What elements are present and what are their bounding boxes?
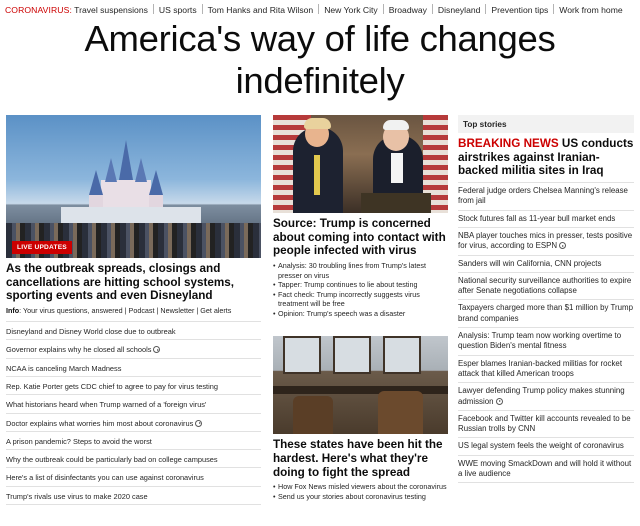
top-story-text: Sanders will win California, CNN projects bbox=[458, 258, 602, 268]
nav-link-travel[interactable]: Travel suspensions bbox=[74, 5, 148, 15]
story-title-states[interactable]: These states have been hit the hardest. Here's what they're doing to fight the spread bbox=[273, 438, 443, 479]
play-icon bbox=[559, 242, 566, 249]
window bbox=[383, 336, 421, 374]
list-item[interactable] bbox=[6, 340, 261, 358]
list-item[interactable] bbox=[6, 432, 261, 450]
necktie bbox=[314, 155, 320, 195]
top-stories-header: Top stories bbox=[458, 115, 634, 133]
list-item[interactable] bbox=[6, 414, 261, 432]
chair bbox=[293, 396, 333, 434]
story-bullets bbox=[273, 482, 448, 501]
nav-link-work-from-home[interactable]: Work from home bbox=[559, 5, 623, 15]
info-links: Info: Your virus questions, answered | Podcast | Newsletter | Get alerts bbox=[6, 306, 232, 316]
story-bullets bbox=[273, 261, 448, 318]
top-story-item[interactable] bbox=[458, 228, 634, 256]
top-story-text: Facebook and Twitter kill accounts revealed to be Russian trolls by CNN bbox=[458, 413, 631, 434]
list-item[interactable] bbox=[6, 395, 261, 413]
list-item-text: A prison pandemic? Steps to avoid the worst bbox=[6, 436, 152, 446]
press-briefing-photo[interactable] bbox=[273, 115, 448, 213]
empty-restaurant-photo[interactable] bbox=[273, 336, 448, 434]
lead-story-title[interactable]: As the outbreak spreads, closings and cancellations are hitting school systems, sporting events and even Disneyland bbox=[6, 262, 234, 303]
bullet-link[interactable]: • Tapper: Trump continues to lie about testing bbox=[273, 280, 448, 289]
top-story-text: National security surveillance authorities to expire after Senate negotiations collapse bbox=[458, 275, 632, 296]
nav-divider bbox=[202, 4, 203, 14]
person-hair bbox=[383, 120, 409, 130]
top-story-text: Analysis: Trump team now working overtime to question Biden's mental fitness bbox=[458, 331, 622, 351]
bullet-link[interactable]: • Analysis: 30 troubling lines from Trump's latest presser on virus bbox=[273, 261, 448, 280]
top-story-text: Taxpayers charged more than $1 million by Trump brand companies bbox=[458, 303, 633, 323]
nav-link-disneyland[interactable]: Disneyland bbox=[437, 5, 481, 15]
lead-story-column bbox=[6, 115, 261, 505]
breaking-news-text: US conducts airstrikes against Iranian-backed militia sites in Iraq bbox=[458, 137, 634, 178]
top-stories-column bbox=[458, 115, 634, 483]
nav-divider bbox=[153, 4, 154, 14]
top-story-text: Esper blames Iranian-backed militias for rocket attack that killed American troops bbox=[458, 358, 623, 378]
info-label: Info bbox=[6, 306, 20, 316]
list-item-text: Doctor explains what worries him most about coronavirus bbox=[6, 418, 194, 428]
story-title-trump[interactable]: Source: Trump is concerned about coming into contact with people infected with virus bbox=[273, 217, 446, 258]
nav-divider bbox=[485, 4, 486, 14]
disneyland-photo[interactable] bbox=[6, 115, 261, 258]
info-link-newsletter[interactable]: Newsletter bbox=[160, 306, 195, 316]
nav-link-prevention[interactable]: Prevention tips bbox=[491, 5, 549, 15]
top-story-item[interactable] bbox=[458, 411, 634, 439]
top-story-item[interactable] bbox=[458, 438, 634, 455]
list-item[interactable] bbox=[6, 359, 261, 377]
podium bbox=[361, 193, 431, 213]
topic-nav bbox=[5, 4, 637, 18]
bullet-link[interactable]: • Send us your stories about coronavirus testing bbox=[273, 492, 448, 501]
top-story-item[interactable] bbox=[458, 256, 634, 273]
top-story-text: US legal system feels the weight of coronavirus bbox=[458, 441, 624, 451]
window bbox=[283, 336, 321, 374]
top-story-item[interactable] bbox=[458, 300, 634, 328]
list-item-text: NCAA is canceling March Madness bbox=[6, 363, 122, 373]
top-story-item[interactable] bbox=[458, 356, 634, 384]
breaking-news-headline[interactable] bbox=[458, 137, 634, 183]
list-item-text: Rep. Katie Porter gets CDC chief to agree to pay for virus testing bbox=[6, 382, 218, 391]
person-hair bbox=[304, 118, 331, 129]
nav-divider bbox=[318, 4, 319, 14]
breaking-news-label: BREAKING NEWS bbox=[458, 137, 559, 150]
list-item[interactable] bbox=[6, 450, 261, 468]
top-story-text: Lawyer defending Trump policy makes stunning admission bbox=[458, 386, 625, 406]
top-stories-list bbox=[458, 183, 634, 483]
shirt bbox=[391, 153, 403, 183]
top-story-item[interactable] bbox=[458, 383, 634, 411]
top-story-text: Federal judge orders Chelsea Manning's release from jail bbox=[458, 186, 628, 206]
related-headlines-list bbox=[6, 321, 261, 505]
nav-divider bbox=[432, 4, 433, 14]
list-item-text: Governor explains why he closed all schools bbox=[6, 345, 152, 355]
top-story-item[interactable] bbox=[458, 211, 634, 228]
chair bbox=[378, 391, 423, 434]
bullet-link[interactable]: • Fact check: Trump incorrectly suggests virus treatment will be free bbox=[273, 290, 448, 309]
live-updates-badge[interactable]: LIVE UPDATES bbox=[12, 241, 72, 254]
bullet-link[interactable]: • How Fox News misled viewers about the coronavirus bbox=[273, 482, 448, 491]
bullet-link[interactable]: • Opinion: Trump's speech was a disaster bbox=[273, 309, 448, 318]
window bbox=[333, 336, 371, 374]
nav-link-us-sports[interactable]: US sports bbox=[158, 5, 197, 15]
top-story-item[interactable] bbox=[458, 328, 634, 356]
nav-divider bbox=[383, 4, 384, 14]
top-story-item[interactable] bbox=[458, 183, 634, 211]
nav-link-tom-hanks[interactable]: Tom Hanks and Rita Wilson bbox=[207, 5, 314, 15]
list-item[interactable] bbox=[6, 377, 261, 395]
nav-divider bbox=[553, 4, 554, 14]
main-headline[interactable]: America's way of life changes indefinitely bbox=[84, 18, 556, 101]
list-item-text: Trump's rivals use virus to make 2020 case bbox=[6, 491, 148, 501]
nav-link-nyc[interactable]: New York City bbox=[324, 5, 378, 15]
info-link-questions[interactable]: Your virus questions, answered bbox=[23, 306, 123, 316]
top-story-item[interactable] bbox=[458, 456, 634, 484]
top-story-text: Stock futures fall as 11-year bull market ends bbox=[458, 213, 616, 223]
top-story-text: NBA player touches mics in presser, tests positive for virus, according to ESPN bbox=[458, 231, 633, 251]
secondary-stories-column bbox=[273, 115, 448, 501]
play-icon bbox=[153, 346, 160, 353]
nav-link-broadway[interactable]: Broadway bbox=[388, 5, 427, 15]
list-item[interactable] bbox=[6, 468, 261, 486]
list-item[interactable] bbox=[6, 487, 261, 505]
play-icon bbox=[195, 420, 202, 427]
list-item-text: Why the outbreak could be particularly bad on college campuses bbox=[6, 455, 218, 465]
nav-lead-label[interactable]: CORONAVIRUS: bbox=[5, 5, 72, 15]
top-story-item[interactable] bbox=[458, 273, 634, 301]
info-link-podcast[interactable]: Podcast bbox=[128, 306, 155, 316]
list-item-text: Disneyland and Disney World close due to outbreak bbox=[6, 327, 176, 337]
list-item[interactable] bbox=[6, 322, 261, 340]
top-story-text: WWE moving SmackDown and will hold it without a live audience bbox=[458, 458, 632, 479]
play-icon bbox=[496, 398, 503, 405]
info-link-alerts[interactable]: Get alerts bbox=[200, 306, 232, 316]
list-item-text: What historians heard when Trump warned of a 'foreign virus' bbox=[6, 400, 207, 410]
list-item-text: Here's a list of disinfectants you can use against coronavirus bbox=[6, 473, 204, 483]
